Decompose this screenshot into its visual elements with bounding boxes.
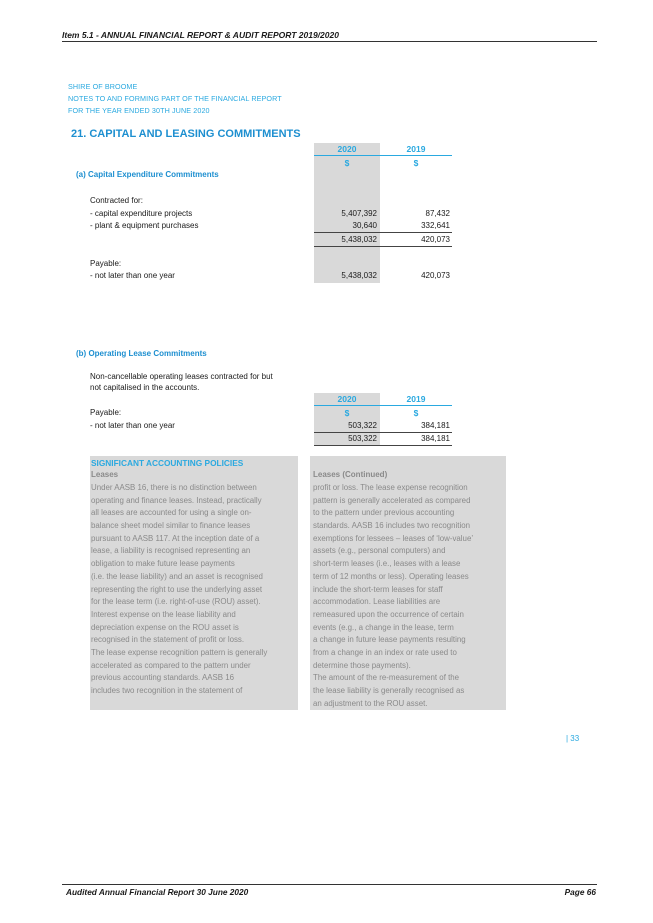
policy-text-line: recognised in the statement of profit or loss. bbox=[91, 635, 245, 645]
policy-text-line: operating and finance leases. Instead, practically bbox=[91, 495, 262, 505]
footer-rule bbox=[62, 884, 597, 885]
policy-text-line: events (e.g., a change in the lease, term bbox=[313, 622, 454, 632]
policy-text-line: pattern is generally accelerated as compared bbox=[313, 495, 471, 505]
capex-unit-2019: $ bbox=[413, 158, 419, 168]
capex-year-2020: 2020 bbox=[337, 144, 357, 154]
policy-text-line: term of 12 months or less). Operating leases bbox=[313, 571, 469, 581]
oplease-heading: (b) Operating Lease Commitments bbox=[76, 349, 207, 358]
footer-title: Audited Annual Financial Report 30 June 2020 bbox=[66, 887, 249, 897]
policy-text-line: depreciation expense on the ROU asset is bbox=[91, 622, 239, 632]
capex-row-label: - capital expenditure projects bbox=[90, 209, 193, 218]
policy-text-line: include the short-term leases for staff bbox=[313, 584, 443, 594]
capex-contracted-label: Contracted for: bbox=[90, 196, 143, 205]
oplease-intro-line: not capitalised in the accounts. bbox=[90, 383, 200, 392]
policy-title: SIGNIFICANT ACCOUNTING POLICIES bbox=[91, 458, 244, 468]
policy-text-line: all leases are accounted for using a single on- bbox=[91, 508, 252, 518]
oplease-total-rule bbox=[314, 432, 452, 433]
oplease-row-2020: 503,322 bbox=[348, 421, 377, 430]
org-period-line: FOR THE YEAR ENDED 30TH JUNE 2020 bbox=[68, 106, 210, 115]
capex-row-value-2019: 87,432 bbox=[425, 209, 450, 218]
policy-text-line: determine those payments). bbox=[313, 660, 411, 670]
page-marker: | 33 bbox=[566, 734, 580, 743]
policy-text-line: short-term leases (i.e., leases with a lease bbox=[313, 559, 461, 569]
policy-text-line: exemptions for lessees – leases of ‘low-value’ bbox=[313, 533, 474, 543]
org-name: SHIRE OF BROOME bbox=[68, 82, 138, 91]
header-rule bbox=[62, 41, 597, 42]
capex-payable-2020: 5,438,032 bbox=[341, 271, 377, 280]
policy-text-line: from a change in an index or rate used to bbox=[313, 647, 457, 657]
oplease-total-2019: 384,181 bbox=[421, 434, 450, 443]
oplease-payable-label: Payable: bbox=[90, 408, 122, 417]
policy-text-line: Interest expense on the lease liability and bbox=[91, 609, 236, 619]
capex-total-rule bbox=[314, 232, 452, 233]
oplease-row-2019: 384,181 bbox=[421, 421, 450, 430]
policy-right-panel bbox=[310, 456, 506, 710]
policy-text-line: pursuant to AASB 117. At the inception date of a bbox=[91, 533, 260, 543]
capex-year-2019: 2019 bbox=[406, 144, 426, 154]
policy-text-line: accommodation. Lease liabilities are bbox=[313, 597, 441, 607]
oplease-total-2020: 503,322 bbox=[348, 434, 377, 443]
org-notes-line: NOTES TO AND FORMING PART OF THE FINANCIAL REPORT bbox=[68, 94, 282, 103]
capex-payable-row-label: - not later than one year bbox=[90, 271, 175, 280]
report-header: Item 5.1 - ANNUAL FINANCIAL REPORT & AUDIT REPORT 2019/2020 bbox=[62, 30, 339, 40]
capex-row-value-2020: 30,640 bbox=[352, 221, 377, 230]
policy-right-heading: Leases (Continued) bbox=[313, 470, 388, 479]
policy-text-line: accelerated as compared to the pattern under bbox=[91, 660, 251, 670]
policy-text-line: standards. AASB 16 includes two recognition bbox=[313, 521, 471, 531]
policy-text-line: an adjustment to the ROU asset. bbox=[313, 698, 428, 708]
policy-text-line: representing the right to use the underlying asset bbox=[91, 584, 263, 594]
policy-text-line: (i.e. the lease liability) and an asset is recognised bbox=[91, 571, 263, 581]
oplease-unit-2020: $ bbox=[344, 408, 350, 418]
oplease-year-underline bbox=[314, 405, 452, 406]
policy-right-text bbox=[313, 483, 473, 711]
oplease-unit-2019: $ bbox=[413, 408, 419, 418]
capex-row-label: - plant & equipment purchases bbox=[90, 221, 199, 230]
policy-text-line: previous accounting standards. AASB 16 bbox=[91, 673, 234, 683]
capex-unit-2020: $ bbox=[344, 158, 350, 168]
capex-total-bottom-rule bbox=[314, 246, 452, 247]
policy-left-text bbox=[91, 483, 267, 699]
policy-left-panel bbox=[90, 456, 298, 710]
oplease-total-bottom-rule bbox=[314, 445, 452, 446]
capex-year-underline bbox=[314, 155, 452, 156]
oplease-year-2019: 2019 bbox=[406, 394, 426, 404]
oplease-year-2020: 2020 bbox=[337, 394, 357, 404]
policy-text-line: for the lease term (i.e. right-of-use (ROU) asset). bbox=[91, 597, 261, 607]
note-title: 21. CAPITAL AND LEASING COMMITMENTS bbox=[71, 128, 301, 140]
capex-total-2020: 5,438,032 bbox=[341, 235, 377, 244]
policy-text-line: includes two recognition in the statement of bbox=[91, 686, 243, 695]
oplease-intro-line: Non-cancellable operating leases contracted for but bbox=[90, 372, 273, 381]
capex-row-value-2020: 5,407,392 bbox=[341, 209, 377, 218]
oplease-row-label: - not later than one year bbox=[90, 421, 175, 430]
capex-total-2019: 420,073 bbox=[421, 235, 450, 244]
policy-text-line: Under AASB 16, there is no distinction between bbox=[91, 483, 257, 492]
capex-row-value-2019: 332,641 bbox=[421, 221, 450, 230]
policy-text-line: obligation to make future lease payments bbox=[91, 559, 235, 569]
policy-text-line: assets (e.g., personal computers) and bbox=[313, 546, 446, 556]
capex-heading: (a) Capital Expenditure Commitments bbox=[76, 170, 219, 179]
policy-text-line: The amount of the re-measurement of the bbox=[313, 673, 460, 683]
policy-text-line: to the pattern under previous accounting bbox=[313, 508, 455, 518]
footer-page-number: Page 66 bbox=[564, 887, 596, 897]
policy-text-line: remeasured upon the occurrence of certain bbox=[313, 609, 464, 619]
policy-text-line: the lease liability is generally recognised as bbox=[313, 686, 465, 695]
capex-payable-label: Payable: bbox=[90, 259, 122, 268]
capex-payable-2019: 420,073 bbox=[421, 271, 450, 280]
policy-left-heading: Leases bbox=[91, 470, 119, 479]
policy-text-line: The lease expense recognition pattern is generally bbox=[91, 647, 268, 657]
policy-text-line: balance sheet model similar to finance leases bbox=[91, 521, 251, 531]
policy-text-line: profit or loss. The lease expense recognition bbox=[313, 483, 468, 492]
policy-text-line: lease, a liability is recognised representing an bbox=[91, 546, 251, 556]
policy-text-line: a change in future lease payments resulting bbox=[313, 635, 466, 645]
